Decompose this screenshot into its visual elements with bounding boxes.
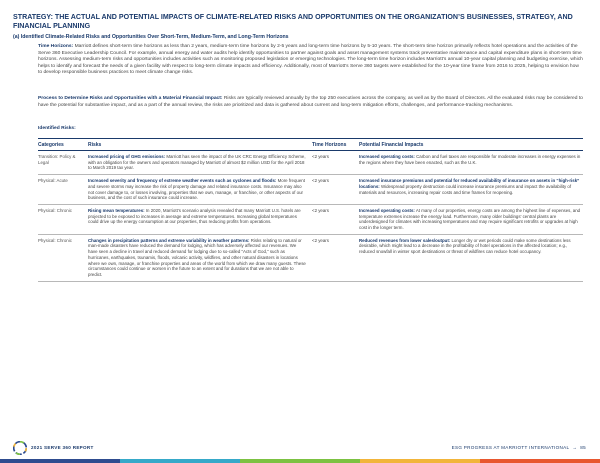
risks-table <box>38 138 583 282</box>
footer-section-title: ESG PROGRESS AT MARRIOTT INTERNATIONAL <box>451 445 570 450</box>
time-horizons-text: Marriott defines short-term time horizons as less than 2 years, medium-term time horizons by 2-5 years and long-term time horizons by 5-10 years. The short-term time horizon primarily reflects hotel operations and the activities of the Serve 360 Executive Leadership Council. For example, annual energy and water audits help identify opportunities to partner against goals and asset management systems track preventative maintenance and capital expenditure plans in short-term time horizons. Assessing medium-term risks and opportunities includes activities such as monitoring proposed legislation or emerging technologies. The long-term time horizon includes Marriott’s annual 10-year capital planning and budgeting exercise, which helps to identify and forecast the needs of a given facility with respect to long-term climate impacts and efficiency. Additionally, most of Marriott’s Serve 360 targets were established for the 10-year time frame from 2016 to 2025, helping to envision how to develop responsible business practices to meet climate change risks. <box>38 44 583 76</box>
row-impact <box>359 151 583 174</box>
row-risk <box>88 175 312 204</box>
row-category: Physical: Chronic <box>38 207 72 213</box>
row-risk <box>88 151 312 174</box>
risk-lead: Increased severity and frequency of extreme weather events such as cyclones and floods: <box>88 178 277 184</box>
impact-lead: Increased operating costs: <box>359 154 415 159</box>
row-category: Physical: Acute <box>38 178 68 184</box>
row-horizon: <2 years <box>312 154 329 159</box>
row-category: Physical: Chronic <box>38 237 72 243</box>
header-financial-impacts: Potential Financial Impacts <box>359 141 424 148</box>
process-lead: Process to Determine Risks and Opportunities with a Material Financial Impact: <box>38 96 223 101</box>
serve-360-logo-icon <box>13 441 27 455</box>
stripe-segment <box>480 459 600 463</box>
footer-report-title: 2021 SERVE 360 REPORT <box>31 445 94 450</box>
footer-section-nav[interactable] <box>452 445 586 450</box>
table-row <box>38 175 583 205</box>
row-horizon: <2 years <box>312 207 329 213</box>
impact-lead: Increased operating costs: <box>359 207 415 213</box>
row-impact <box>359 235 583 281</box>
process-paragraph <box>38 96 583 109</box>
header-time-horizons: Time Horizons <box>312 141 347 148</box>
row-impact <box>359 175 583 204</box>
risk-text: In 2020, Marriott’s scenario analysis revealed that many Marriott U.S. hotels are projected to be exposed to increases in average and extreme temperatures. Increasing global temperatures could drive up the energy consumption at our properties, thus reducing profits from operations. <box>88 207 301 225</box>
impact-lead: Reduced revenues from lower sales/output: <box>359 237 451 243</box>
page-number: 85 <box>580 445 586 450</box>
impact-text: Longer dry or wet periods could make some destinations less desirable, which might lead to a decrease in the profitability of hotel operations in the affected location; e.g., reduced snowfall in winter sport destinations or threat of wildfires can reduce hotel occupancy. <box>359 237 571 255</box>
risk-lead: Rising mean temperatures: <box>88 207 145 213</box>
page-heading: STRATEGY: THE ACTUAL AND POTENTIAL IMPACTS OF CLIMATE-RELATED RISKS AND OPPORTUNITIES ON THE ORGANIZATION’S BUSINESSES, STRATEGY, AND FINANCIAL PLANNING <box>13 13 573 30</box>
section-subheading: (a) Identified Climate-Related Risks and Opportunities Over Short-Term, Medium-Term, and Long-Term Horizons <box>13 34 289 40</box>
impact-text: Widespread property destruction could increase insurance premiums and impact the availability of materials and resources, increasing repair costs and time frames for reopening. <box>359 183 572 195</box>
risk-lead: Changes in precipitation patterns and extreme variability in weather patterns: <box>88 237 250 243</box>
row-risk <box>88 235 312 281</box>
arrow-right-icon: → <box>572 445 578 450</box>
header-categories: Categories <box>38 141 64 148</box>
risk-text: More frequent and severe storms may increase the risk of property damage and related insurance costs. Insurance may also not cover damage to, or losses involving, properties that we own, manage, or franchise, or other aspects of our business, and the cost of such insurance could increase. <box>88 178 305 201</box>
row-category: Transition: Policy & Legal <box>38 154 76 165</box>
row-risk <box>88 205 312 234</box>
time-horizons-lead: Time Horizons: <box>38 44 74 49</box>
impact-text: At many of our properties, energy costs are among the highest line of expenses, and temperature extremes increase the energy load. Furthermore, many older buildings’ central plants are underdesigned for climates with increasing temperatures and may require significant retrofits or upgrades at high cost in the longer term. <box>359 207 581 231</box>
table-header <box>38 138 583 151</box>
impact-lead: Increased insurance premiums and potential for reduced availability of insurance on assets in “high-risk” locations: <box>359 178 580 189</box>
page-footer <box>0 440 600 463</box>
risk-text: Marriott has seen the impact of the UK CRC Energy Efficiency Scheme, with an obligation for the owners and operators managed by Marriott of almost $2 million USD for the April 2018 to March 2019 tax year. <box>88 154 306 171</box>
row-impact <box>359 205 583 234</box>
stripe-segment <box>120 459 240 463</box>
stripe-segment <box>0 459 120 463</box>
identified-risks-label: Identified Risks: <box>38 126 76 131</box>
header-risks: Risks <box>88 141 102 148</box>
risk-text: Risks relating to natural or man-made disasters have reduced the demand for lodging, which has adversely affected our revenues. We have seen a decline in travel and reduced demand for lodging due to so-called “Acts of God,” such as hurricanes, earthquakes, tsunamis, floods, volcanic activity, wildfires, and other natural disasters in locations where we own, manage, or franchise properties and areas of the world from which we draw many guests. These circumstances could continue or worsen in the future to an extent and for durations that we are not able to predict. <box>88 237 306 277</box>
table-row <box>38 235 583 282</box>
stripe-segment <box>240 459 360 463</box>
risk-lead: Increased pricing of GHG emissions: <box>88 154 166 159</box>
table-row <box>38 205 583 235</box>
row-horizon: <2 years <box>312 237 329 243</box>
stripe-segment <box>360 459 480 463</box>
time-horizons-paragraph <box>38 44 583 77</box>
row-horizon: <2 years <box>312 178 329 184</box>
color-stripe <box>0 459 600 463</box>
impact-text: Carbon and fuel taxes are responsible for moderate increases in energy expenses in the regions where they have been enacted, such as the U.K. <box>359 154 581 165</box>
table-row <box>38 151 583 175</box>
process-text: Risks are typically reviewed annually by the top 250 executives across the company, as well as by the Board of Directors. All the evaluated risks may be considered to have the potential for substantive impact, and as a part of the annual review, the risks are prioritized and data is gathered about current and long-term mitigation efforts, challenges, and performance-tracking mechanisms. <box>38 96 583 108</box>
